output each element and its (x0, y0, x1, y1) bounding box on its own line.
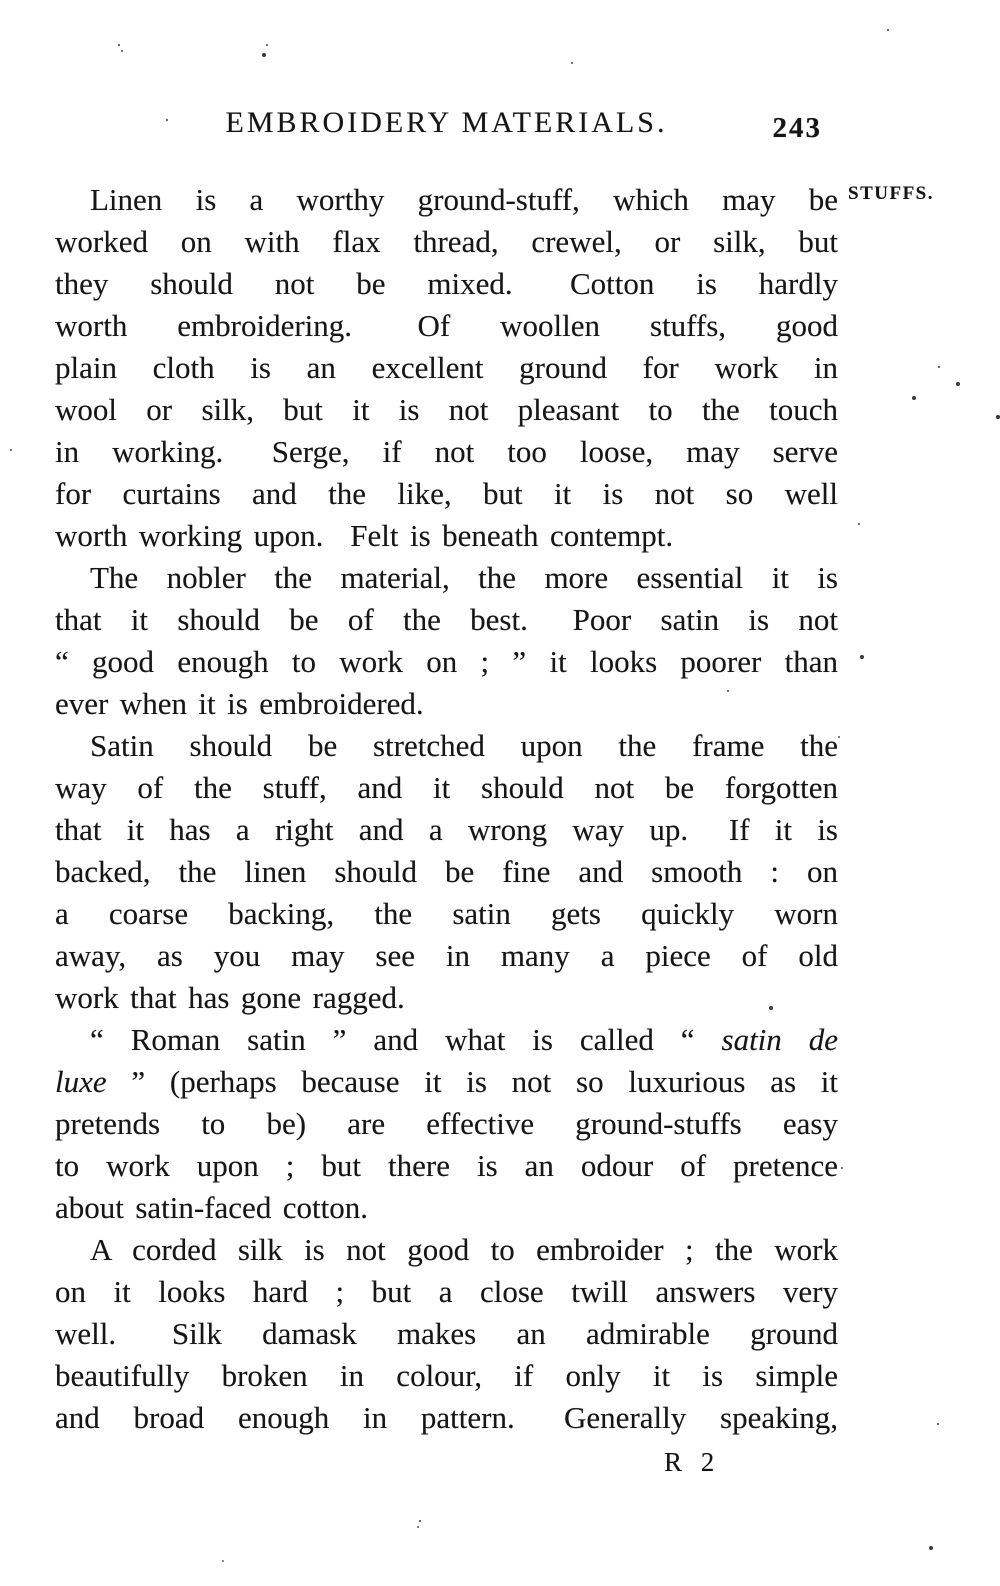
text-line (55, 473, 838, 515)
text-segment: way of the stuff, and it should not be forgotten (55, 770, 838, 805)
text-line (55, 389, 838, 431)
text-line (55, 1061, 838, 1103)
text-line (55, 1271, 838, 1313)
text-segment: ” (perhaps because it is not so luxurious as it (106, 1064, 838, 1099)
text-line (55, 641, 838, 683)
text-line (55, 851, 838, 893)
text-segment: Linen is a worthy ground-stuff, which may be (90, 182, 838, 217)
margin-note: STUFFS. (848, 183, 934, 204)
text-line (55, 515, 838, 557)
text-line (55, 725, 838, 767)
text-line (55, 347, 838, 389)
text-line (55, 305, 838, 347)
text-segment: well. Silk damask makes an admirable ground (55, 1316, 838, 1351)
printer-signature: R 2 (664, 1447, 721, 1477)
text-line (55, 557, 838, 599)
text-segment: The nobler the material, the more essential it is (90, 560, 838, 595)
text-line (55, 1103, 838, 1145)
text-segment: to work upon ; but there is an odour of pretence (55, 1148, 838, 1183)
italic-text: luxe (55, 1064, 107, 1099)
text-line (55, 809, 838, 851)
text-segment: work that has gone ragged. (55, 980, 405, 1015)
text-line (55, 221, 838, 263)
page-title: EMBROIDERY MATERIALS. (225, 106, 668, 139)
text-segment: worth embroidering. Of woollen stuffs, good (55, 308, 838, 343)
page-number: 243 (772, 112, 822, 144)
text-line (55, 1145, 838, 1187)
running-head (55, 106, 838, 144)
text-segment: about satin-faced cotton. (55, 1190, 369, 1225)
scan-specks (0, 0, 2, 2)
italic-text: satin de (721, 1022, 838, 1057)
text-line (55, 1229, 838, 1271)
text-line (55, 1019, 838, 1061)
text-segment: pretends to be) are effective ground-stuffs easy (55, 1106, 838, 1141)
text-segment: on it looks hard ; but a close twill answers very (55, 1274, 838, 1309)
text-segment: wool or silk, but it is not pleasant to the touch (55, 392, 838, 427)
text-line (55, 599, 838, 641)
text-segment: that it has a right and a wrong way up. If it is (55, 812, 838, 847)
text-line (55, 683, 838, 725)
text-segment: worth working upon. Felt is beneath contempt. (55, 518, 674, 553)
text-line (55, 893, 838, 935)
text-line (55, 1397, 838, 1439)
text-segment: for curtains and the like, but it is not so well (55, 476, 838, 511)
text-segment: a coarse backing, the satin gets quickly worn (55, 896, 838, 931)
paragraph (55, 557, 838, 725)
text-segment: they should not be mixed. Cotton is hardly (55, 266, 838, 301)
text-line (55, 767, 838, 809)
text-segment: in working. Serge, if not too loose, may serve (55, 434, 838, 469)
paragraph (55, 179, 838, 557)
text-line (55, 935, 838, 977)
text-line (55, 179, 838, 221)
text-segment: plain cloth is an excellent ground for work in (55, 350, 838, 385)
text-segment: worked on with flax thread, crewel, or silk, but (55, 224, 838, 259)
paragraph (55, 1229, 838, 1439)
text-line (55, 263, 838, 305)
text-line (55, 1313, 838, 1355)
text-segment: ever when it is embroidered. (55, 686, 424, 721)
text-segment: away, as you may see in many a piece of old (55, 938, 838, 973)
text-segment: “ good enough to work on ; ” it looks poorer than (55, 644, 838, 679)
text-line (55, 431, 838, 473)
text-line (55, 1355, 838, 1397)
text-line (55, 1187, 838, 1229)
text-block (55, 179, 838, 1439)
text-segment: beautifully broken in colour, if only it is simple (55, 1358, 838, 1393)
text-segment: Satin should be stretched upon the frame the (90, 728, 838, 763)
text-segment: and broad enough in pattern. Generally speaking, (55, 1400, 838, 1435)
paragraph (55, 1019, 838, 1229)
paragraph (55, 725, 838, 1019)
text-line (55, 977, 838, 1019)
text-segment: that it should be of the best. Poor satin is not (55, 602, 838, 637)
text-segment: backed, the linen should be fine and smooth : on (55, 854, 838, 889)
text-segment: A corded silk is not good to embroider ; the work (90, 1232, 838, 1267)
text-segment: “ Roman satin ” and what is called “ (90, 1022, 722, 1057)
